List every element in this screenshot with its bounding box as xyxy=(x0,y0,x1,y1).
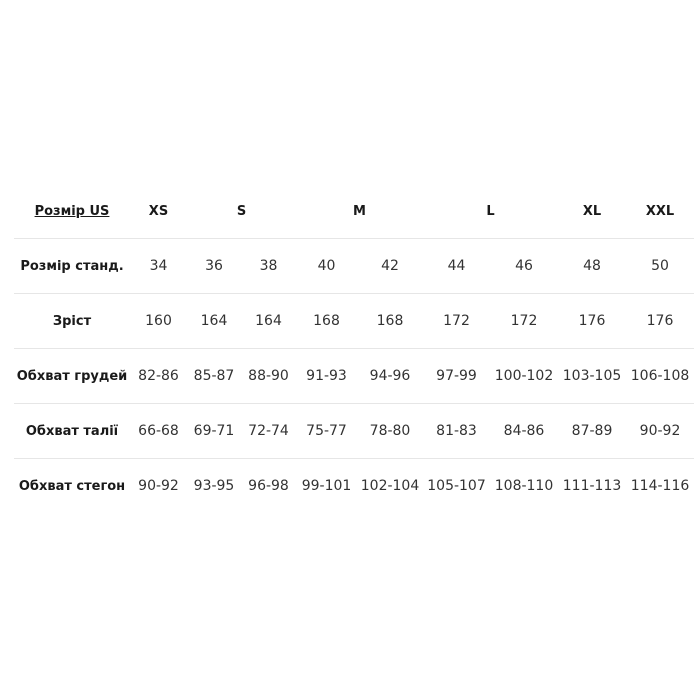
table-cell: 105-107 xyxy=(423,459,490,514)
row-label-height: Зріст xyxy=(14,294,130,349)
table-row-hips xyxy=(14,459,694,514)
table-cell: 102-104 xyxy=(357,459,423,514)
table-cell: 75-77 xyxy=(296,404,357,459)
table-cell: 90-92 xyxy=(626,404,694,459)
table-cell: 78-80 xyxy=(357,404,423,459)
table-row-standard-size xyxy=(14,239,694,294)
table-cell: 164 xyxy=(187,294,241,349)
table-cell: 100-102 xyxy=(490,349,558,404)
table-cell: 36 xyxy=(187,239,241,294)
table-cell: 38 xyxy=(241,239,296,294)
row-label-waist: Обхват талії xyxy=(14,404,130,459)
table-cell: 88-90 xyxy=(241,349,296,404)
table-cell: 99-101 xyxy=(296,459,357,514)
us-size-label: Розмір US xyxy=(34,203,110,219)
us-size-header-row xyxy=(14,184,694,239)
table-cell: 94-96 xyxy=(357,349,423,404)
table-row-chest xyxy=(14,349,694,404)
row-label-hips: Обхват стегон xyxy=(14,459,130,514)
table-cell: 108-110 xyxy=(490,459,558,514)
us-size-s: S xyxy=(236,203,247,219)
table-cell: 97-99 xyxy=(423,349,490,404)
table-cell: 50 xyxy=(626,239,694,294)
table-cell: 91-93 xyxy=(296,349,357,404)
size-chart-table xyxy=(14,184,694,513)
table-cell: 160 xyxy=(130,294,187,349)
table-cell: 40 xyxy=(296,239,357,294)
table-cell: 66-68 xyxy=(130,404,187,459)
us-size-xl: XL xyxy=(582,203,602,219)
table-cell: 114-116 xyxy=(626,459,694,514)
table-cell: 111-113 xyxy=(558,459,626,514)
table-cell: 164 xyxy=(241,294,296,349)
table-cell: 96-98 xyxy=(241,459,296,514)
table-cell: 90-92 xyxy=(130,459,187,514)
table-cell: 84-86 xyxy=(490,404,558,459)
table-cell: 34 xyxy=(130,239,187,294)
us-size-m: M xyxy=(353,203,366,219)
table-cell: 48 xyxy=(558,239,626,294)
table-cell: 168 xyxy=(357,294,423,349)
us-size-xxl: XXL xyxy=(645,203,675,219)
table-cell: 72-74 xyxy=(241,404,296,459)
table-cell: 42 xyxy=(357,239,423,294)
table-cell: 87-89 xyxy=(558,404,626,459)
table-cell: 176 xyxy=(558,294,626,349)
table-cell: 82-86 xyxy=(130,349,187,404)
table-cell: 172 xyxy=(490,294,558,349)
table-cell: 168 xyxy=(296,294,357,349)
table-cell: 106-108 xyxy=(626,349,694,404)
table-cell: 81-83 xyxy=(423,404,490,459)
table-cell: 93-95 xyxy=(187,459,241,514)
row-label-standard-size: Розмір станд. xyxy=(14,239,130,294)
table-cell: 172 xyxy=(423,294,490,349)
us-size-l: L xyxy=(486,203,495,219)
us-size-xs: XS xyxy=(148,203,169,219)
row-label-chest: Обхват грудей xyxy=(14,349,130,404)
table-row-height xyxy=(14,294,694,349)
table-cell: 103-105 xyxy=(558,349,626,404)
table-cell: 69-71 xyxy=(187,404,241,459)
table-cell: 176 xyxy=(626,294,694,349)
table-cell: 85-87 xyxy=(187,349,241,404)
table-cell: 44 xyxy=(423,239,490,294)
table-row-waist xyxy=(14,404,694,459)
table-cell: 46 xyxy=(490,239,558,294)
